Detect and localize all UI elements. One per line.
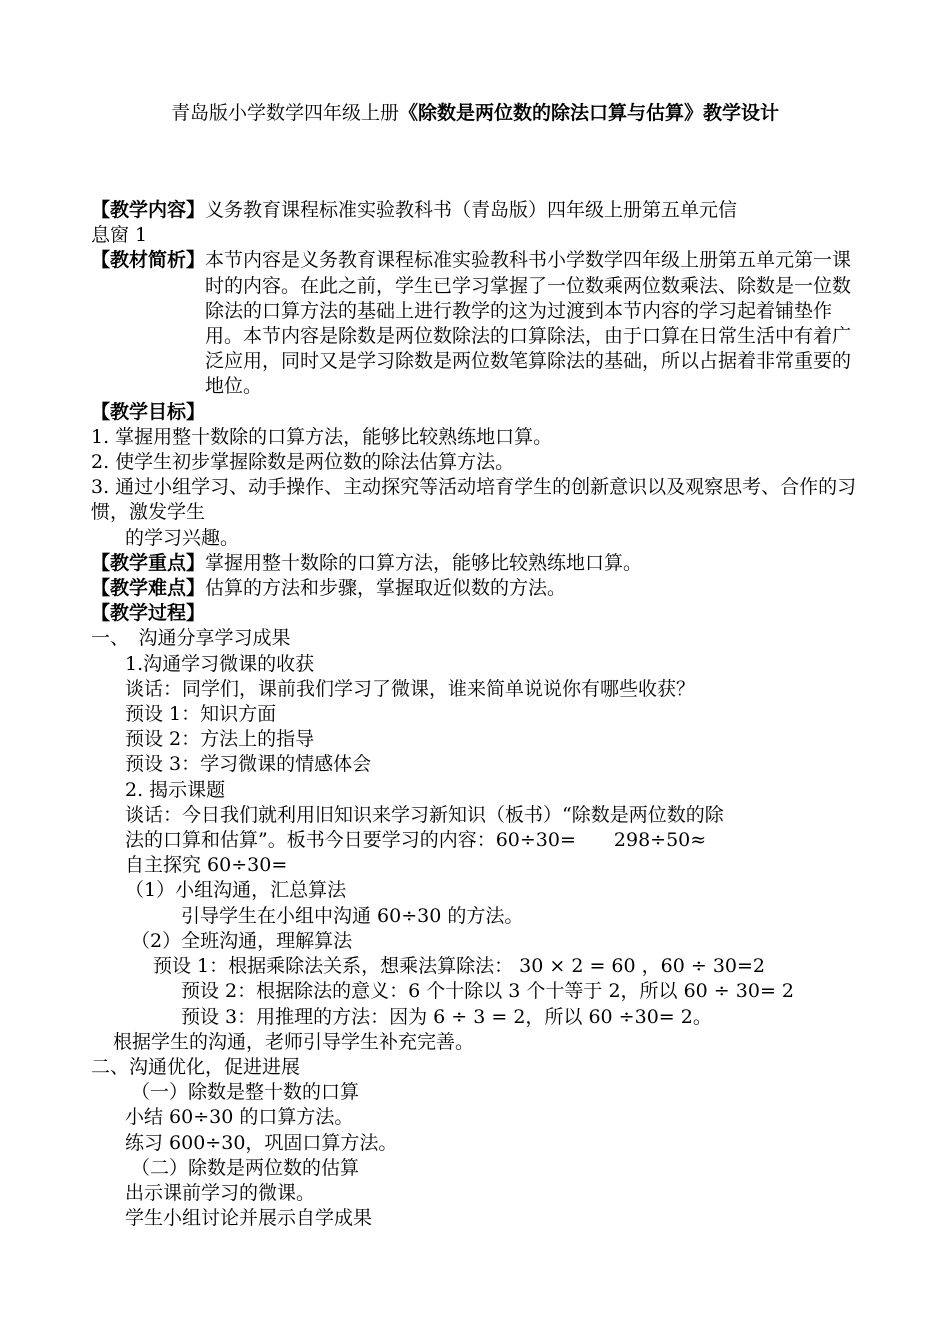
part1-sub2: 2. 揭示课题 [125,778,226,801]
goal-3-cont: 的学习兴趣。 [125,526,240,549]
text-key-point: 掌握用整十数除的口算方法，能够比较熟练地口算。 [205,551,643,574]
part1-step2: （2）全班沟通，理解算法 [131,929,353,952]
text-material-analysis: 本节内容是义务教育课程标准实验教科书小学数学四年级上册第五单元第一课时的内容。在此之前，学生已学习掌握了一位数乘两位数乘法、除数是一位数除法的口算方法的基础上进行教学的这为过渡到本节内容的学习起着铺垫作用。本节内容是除数是两位数除法的口算除法，由于口算在日常生活中有着广泛应用，同时又是学习除数是两位数笔算除法的基础，所以占据着非常重要的地位。 [205,249,852,398]
text-difficulty: 估算的方法和步骤，掌握取近似数的方法。 [205,577,567,600]
part2-heading: 二、沟通优化，促进进展 [91,1055,301,1078]
title-main: 《除数是两位数的除法口算与估算》教学设计 [399,102,780,124]
part1-talk2-cont: 法的口算和估算”。板书今日要学习的内容：60÷30= 298÷50≈ [125,829,707,852]
document-body [91,198,861,1231]
part2-practice: 练习 600÷30，巩固口算方法。 [125,1131,398,1154]
part1-talk2: 谈话：今日我们就利用旧知识来学习新知识（板书）“除数是两位数的除 [125,803,724,826]
part1-preset3: 预设 3：学习微课的情感体会 [125,753,372,776]
part1-heading: 一、 沟通分享学习成果 [91,627,291,650]
part1-step1-guide: 引导学生在小组中沟通 60÷30 的方法。 [181,904,524,927]
title-prefix: 青岛版小学数学四年级上册 [170,102,399,124]
part1-step1: （1）小组沟通，汇总算法 [125,879,347,902]
text-teaching-content: 义务教育课程标准实验教科书（青岛版）四年级上册第五单元信 [205,199,738,221]
teaching-content [91,198,861,223]
teaching-content-cont: 息窗 1 [91,224,148,247]
goal-1: 1. 掌握用整十数除的口算方法，能够比较熟练地口算。 [91,425,553,448]
part1-preset1: 预设 1：知识方面 [125,703,277,726]
part1-sub1: 1.沟通学习微课的收获 [125,652,315,675]
goal-2: 2. 使学生初步掌握除数是两位数的除法估算方法。 [91,451,515,474]
part2-show: 出示课前学习的微课。 [125,1181,316,1204]
label-material-analysis: 【教材简析】 [91,249,206,272]
material-analysis [91,248,861,399]
part2-sub2: （二）除数是两位数的估算 [131,1156,360,1179]
document-title [0,99,950,127]
label-teaching-process: 【教学过程】 [91,602,206,625]
part1-step2-preset3: 预设 3：用推理的方法：因为 6 ÷ 3 = 2，所以 60 ÷30= 2。 [181,1005,712,1028]
part2-group: 学生小组讨论并展示自学成果 [125,1207,373,1230]
part1-step2-preset2: 预设 2：根据除法的意义：6 个十除以 3 个十等于 2，所以 60 ÷ 30= 2 [181,980,794,1003]
part1-talk: 谈话：同学们，课前我们学习了微课，谁来简单说说你有哪些收获？ [125,677,696,700]
part2-sub1: （一）除数是整十数的口算 [131,1081,360,1104]
goal-3: 3. 通过小组学习、动手操作、主动探究等活动培育学生的创新意识以及观察思考、合作的习惯，激发学生 [91,476,857,524]
label-difficulty: 【教学难点】 [91,577,206,600]
part1-explore: 自主探究 60÷30= [125,854,288,877]
part2-summary: 小结 60÷30 的口算方法。 [125,1106,354,1129]
label-key-point: 【教学重点】 [91,551,206,574]
teaching-difficulty [91,576,861,601]
part1-summary: 根据学生的沟通，老师引导学生补充完善。 [113,1030,475,1053]
part1-step2-preset1: 预设 1：根据乘除法关系，想乘法算除法： 30 × 2 = 60 ，60 ÷ 30=2 [153,955,766,978]
label-teaching-content: 【教学内容】 [91,199,206,221]
teaching-key-point [91,551,861,576]
label-teaching-goals: 【教学目标】 [91,400,206,423]
part1-preset2: 预设 2：方法上的指导 [125,728,315,751]
